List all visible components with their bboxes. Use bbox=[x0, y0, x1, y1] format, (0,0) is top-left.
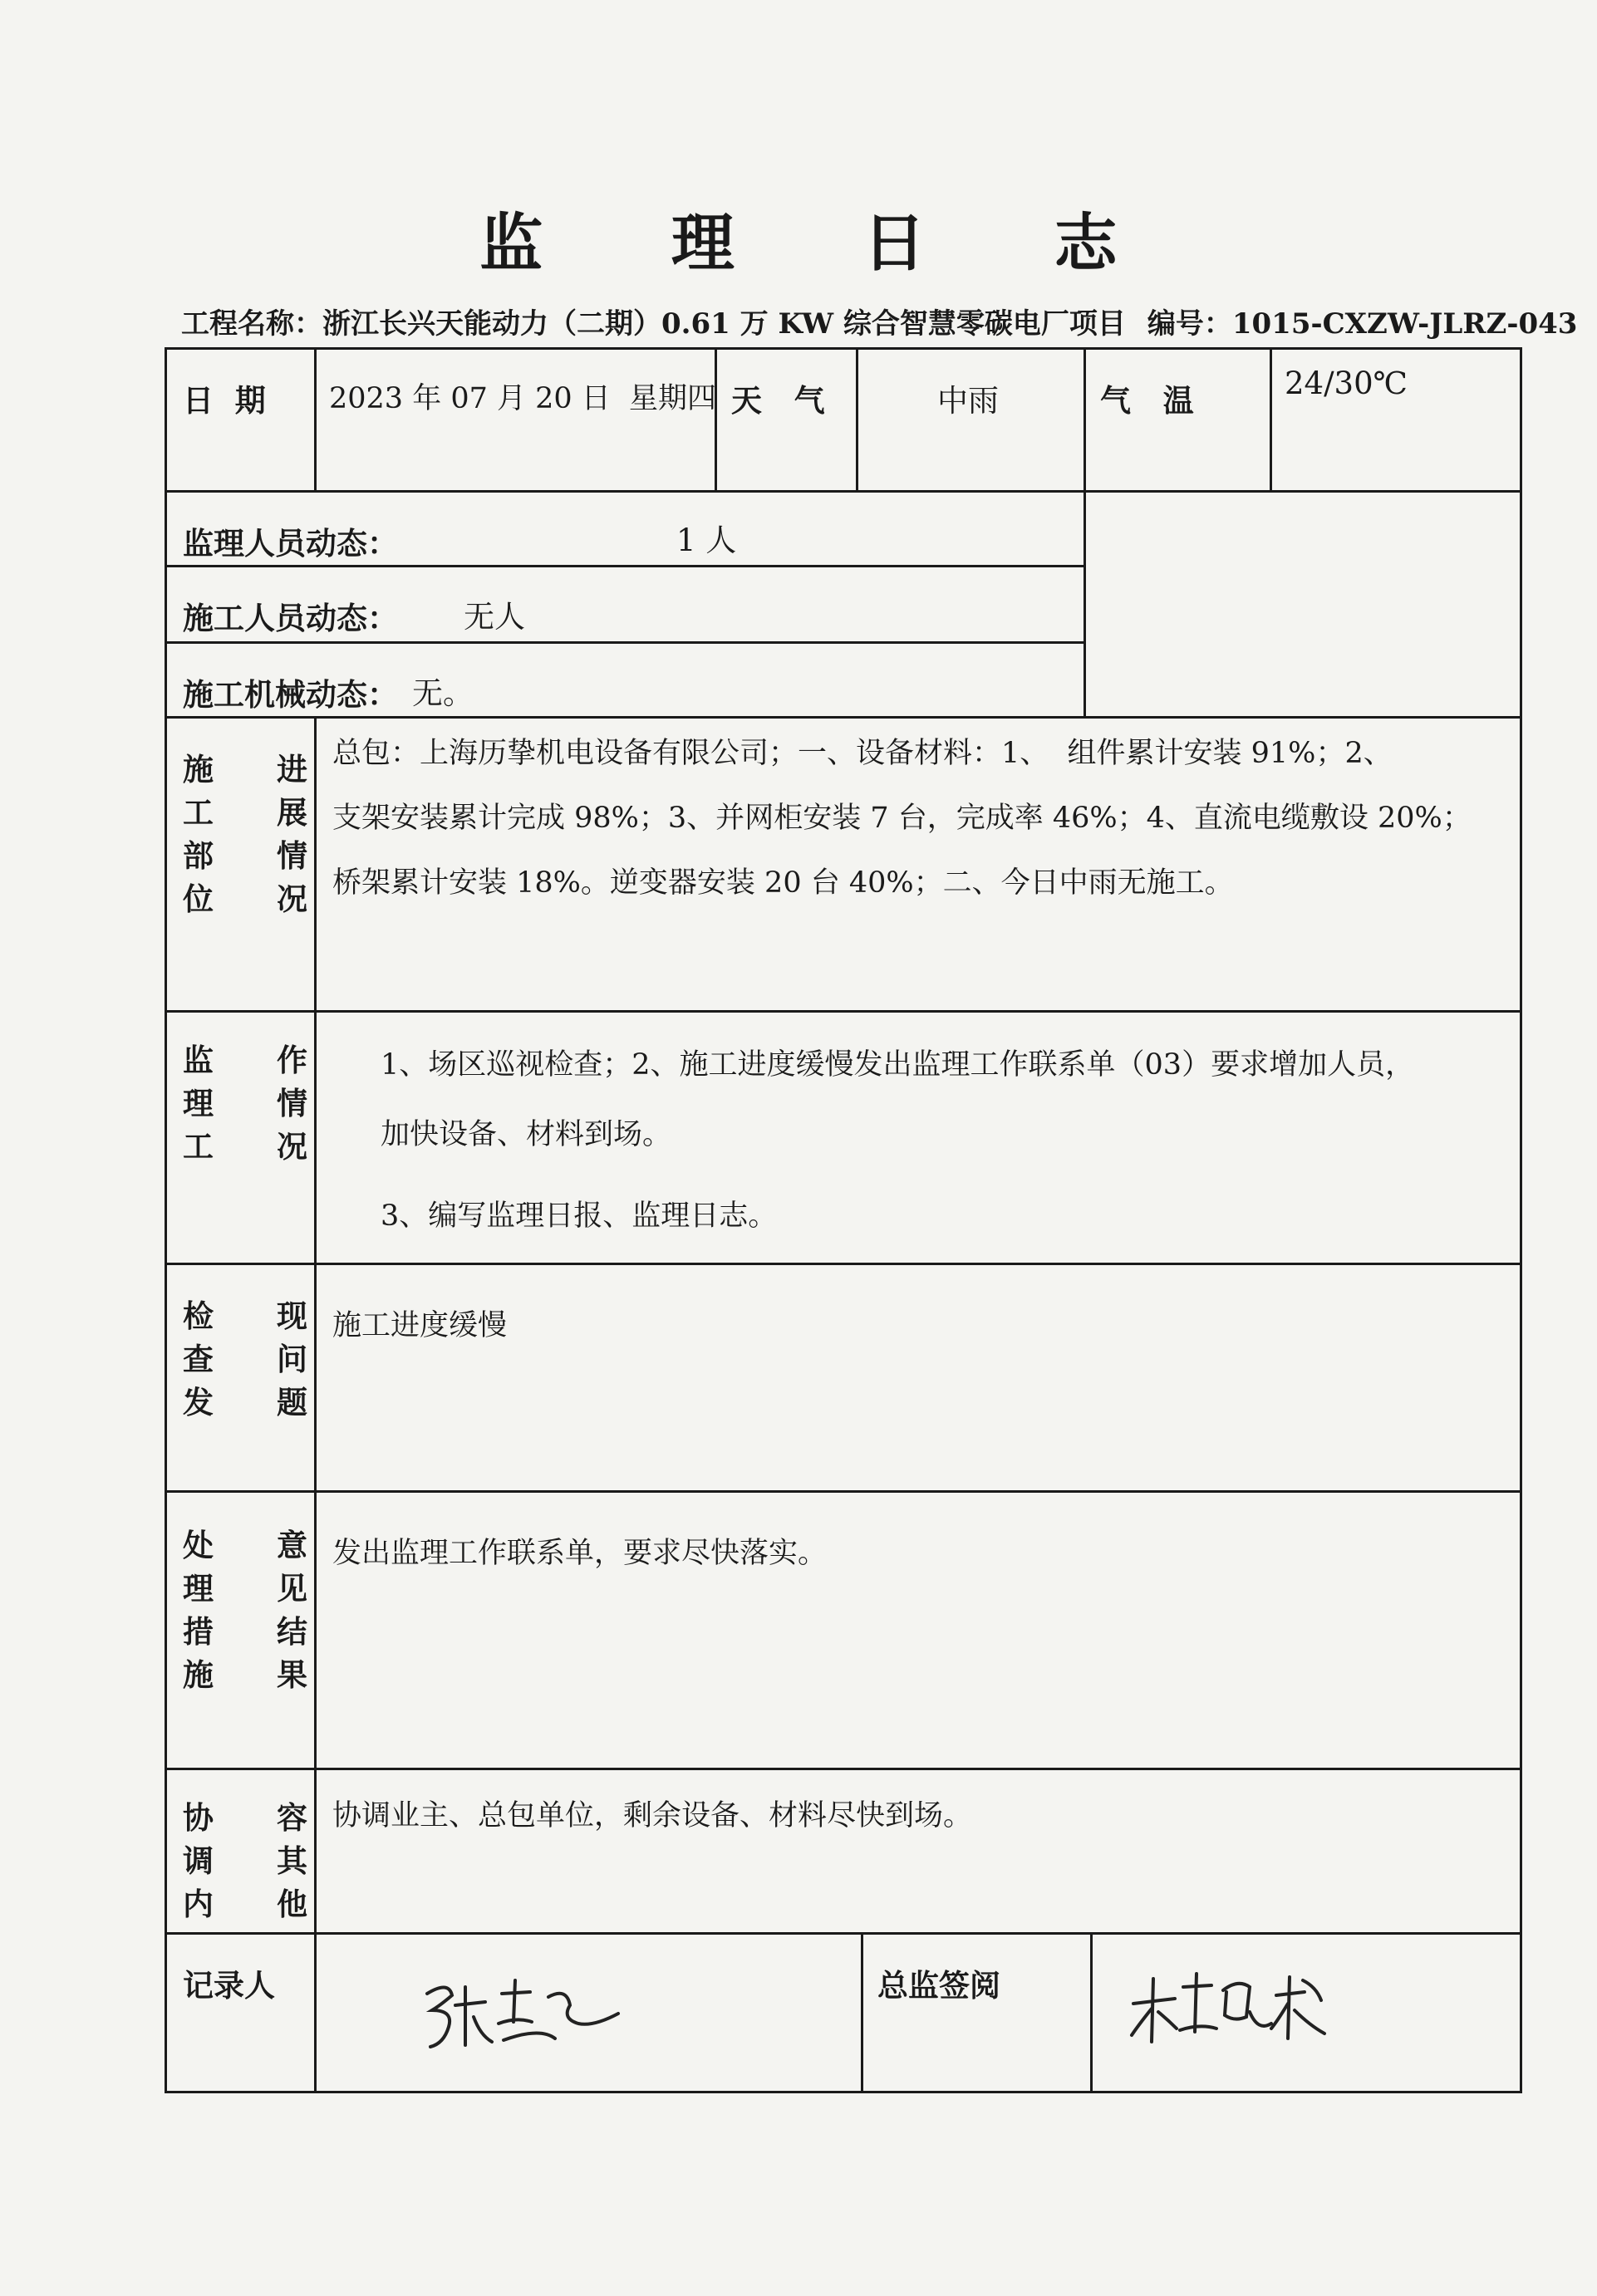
handling-section-label bbox=[183, 1520, 307, 1693]
temperature-label: 气 温 bbox=[1100, 382, 1194, 419]
work-line: 3、编写监理日报、监理日志。 bbox=[381, 1200, 778, 1233]
recorder-label: 记录人 bbox=[183, 1967, 275, 2004]
project-name: 浙江长兴天能动力（二期）0.61 万 KW 综合智慧零碳电厂项目 bbox=[322, 307, 1126, 341]
label-char: 位 bbox=[183, 881, 214, 917]
weather-value: 中雨 bbox=[937, 383, 999, 419]
col-divider bbox=[1090, 1932, 1093, 2093]
label-char: 现 bbox=[277, 1298, 307, 1334]
number-label: 编号： bbox=[1147, 307, 1232, 341]
row-divider bbox=[165, 565, 1084, 567]
label-char: 措 bbox=[183, 1613, 214, 1650]
col-divider bbox=[314, 716, 317, 2093]
label-char: 况 bbox=[277, 1128, 307, 1165]
machine-label: 施工机械动态： bbox=[183, 676, 398, 713]
label-char: 查 bbox=[183, 1341, 214, 1377]
label-char: 题 bbox=[277, 1384, 307, 1420]
label-char: 内 bbox=[183, 1886, 214, 1922]
weather-label: 天 气 bbox=[731, 382, 825, 419]
work-line: 加快设备、材料到场。 bbox=[381, 1118, 672, 1151]
date-label: 日 期 bbox=[183, 382, 266, 419]
label-char: 情 bbox=[277, 837, 307, 874]
supervisor-label: 监理人员动态： bbox=[183, 525, 398, 562]
label-char: 工 bbox=[183, 794, 214, 831]
label-char: 问 bbox=[277, 1341, 307, 1377]
work-line: 1、场区巡视检查；2、施工进度缓慢发出监理工作联系单（03）要求增加人员， bbox=[381, 1048, 1415, 1082]
label-char: 他 bbox=[277, 1886, 307, 1922]
machine-value: 无。 bbox=[412, 675, 474, 711]
project-info-line bbox=[181, 301, 1578, 341]
col-divider bbox=[861, 1932, 863, 2093]
project-label: 工程名称： bbox=[181, 307, 322, 341]
label-char: 结 bbox=[277, 1613, 307, 1650]
work-section-label bbox=[183, 1035, 307, 1165]
col-divider bbox=[856, 347, 858, 490]
chief-supervisor-label: 总监签阅 bbox=[877, 1967, 1000, 2004]
progress-content bbox=[332, 721, 1512, 915]
label-char: 见 bbox=[277, 1570, 307, 1607]
document-number: 1015-CXZW-JLRZ-043 bbox=[1231, 307, 1578, 341]
temperature-value: 24/30℃ bbox=[1285, 365, 1408, 401]
label-char: 展 bbox=[277, 794, 307, 831]
label-char: 部 bbox=[183, 837, 214, 874]
progress-line: 总包：上海历挚机电设备有限公司；一、设备材料：1、 组件累计安装 91%；2、 bbox=[332, 737, 1393, 770]
progress-line: 桥架累计安装 18%。逆变器安装 20 台 40%；二、今日中雨无施工。 bbox=[332, 866, 1234, 900]
col-divider bbox=[715, 347, 717, 490]
label-char: 检 bbox=[183, 1298, 214, 1334]
issues-content: 施工进度缓慢 bbox=[332, 1309, 508, 1342]
coordination-content: 协调业主、总包单位，剩余设备、材料尽快到场。 bbox=[332, 1799, 973, 1832]
row-divider bbox=[165, 1010, 1522, 1013]
label-char: 意 bbox=[277, 1527, 307, 1563]
worker-value: 无人 bbox=[464, 599, 525, 635]
label-char: 理 bbox=[183, 1570, 214, 1607]
col-divider bbox=[1084, 347, 1086, 716]
issues-section-label bbox=[183, 1291, 307, 1420]
date-value: 2023 年 07 月 20 日 星期四 bbox=[329, 382, 717, 415]
label-char: 监 bbox=[183, 1042, 214, 1078]
row-divider bbox=[165, 1932, 1522, 1935]
label-char: 情 bbox=[277, 1085, 307, 1121]
label-char: 理 bbox=[183, 1085, 214, 1121]
label-char: 容 bbox=[277, 1799, 307, 1836]
label-char: 果 bbox=[277, 1656, 307, 1693]
label-char: 其 bbox=[277, 1842, 307, 1879]
row-divider bbox=[165, 1768, 1522, 1770]
label-char: 作 bbox=[277, 1042, 307, 1078]
label-char: 工 bbox=[183, 1128, 214, 1165]
work-content bbox=[381, 1030, 1519, 1251]
chief-supervisor-signature bbox=[1125, 1962, 1333, 2053]
progress-section-label bbox=[183, 744, 307, 917]
label-char: 调 bbox=[183, 1842, 214, 1879]
handling-content: 发出监理工作联系单，要求尽快落实。 bbox=[332, 1537, 828, 1570]
row-divider bbox=[165, 490, 1522, 493]
row-divider bbox=[165, 641, 1084, 644]
progress-line: 支架安装累计完成 98%；3、并网柜安装 7 台，完成率 46%；4、直流电缆敷设 20%； bbox=[332, 802, 1472, 835]
label-char: 协 bbox=[183, 1799, 214, 1836]
label-char: 施 bbox=[183, 1656, 214, 1693]
coordination-section-label bbox=[183, 1793, 307, 1922]
row-divider bbox=[165, 716, 1522, 719]
row-divider bbox=[165, 1490, 1522, 1493]
label-char: 发 bbox=[183, 1384, 214, 1420]
recorder-signature bbox=[415, 1969, 631, 2060]
label-char: 况 bbox=[277, 881, 307, 917]
page-title: 监 理 日 志 bbox=[479, 206, 1171, 280]
label-char: 施 bbox=[183, 751, 214, 787]
col-divider bbox=[314, 347, 317, 490]
supervisor-value: 1 人 bbox=[676, 522, 737, 558]
row-divider bbox=[165, 1263, 1522, 1265]
label-char: 进 bbox=[277, 751, 307, 787]
col-divider bbox=[1270, 347, 1272, 490]
label-char: 处 bbox=[183, 1527, 214, 1563]
worker-label: 施工人员动态： bbox=[183, 600, 398, 636]
